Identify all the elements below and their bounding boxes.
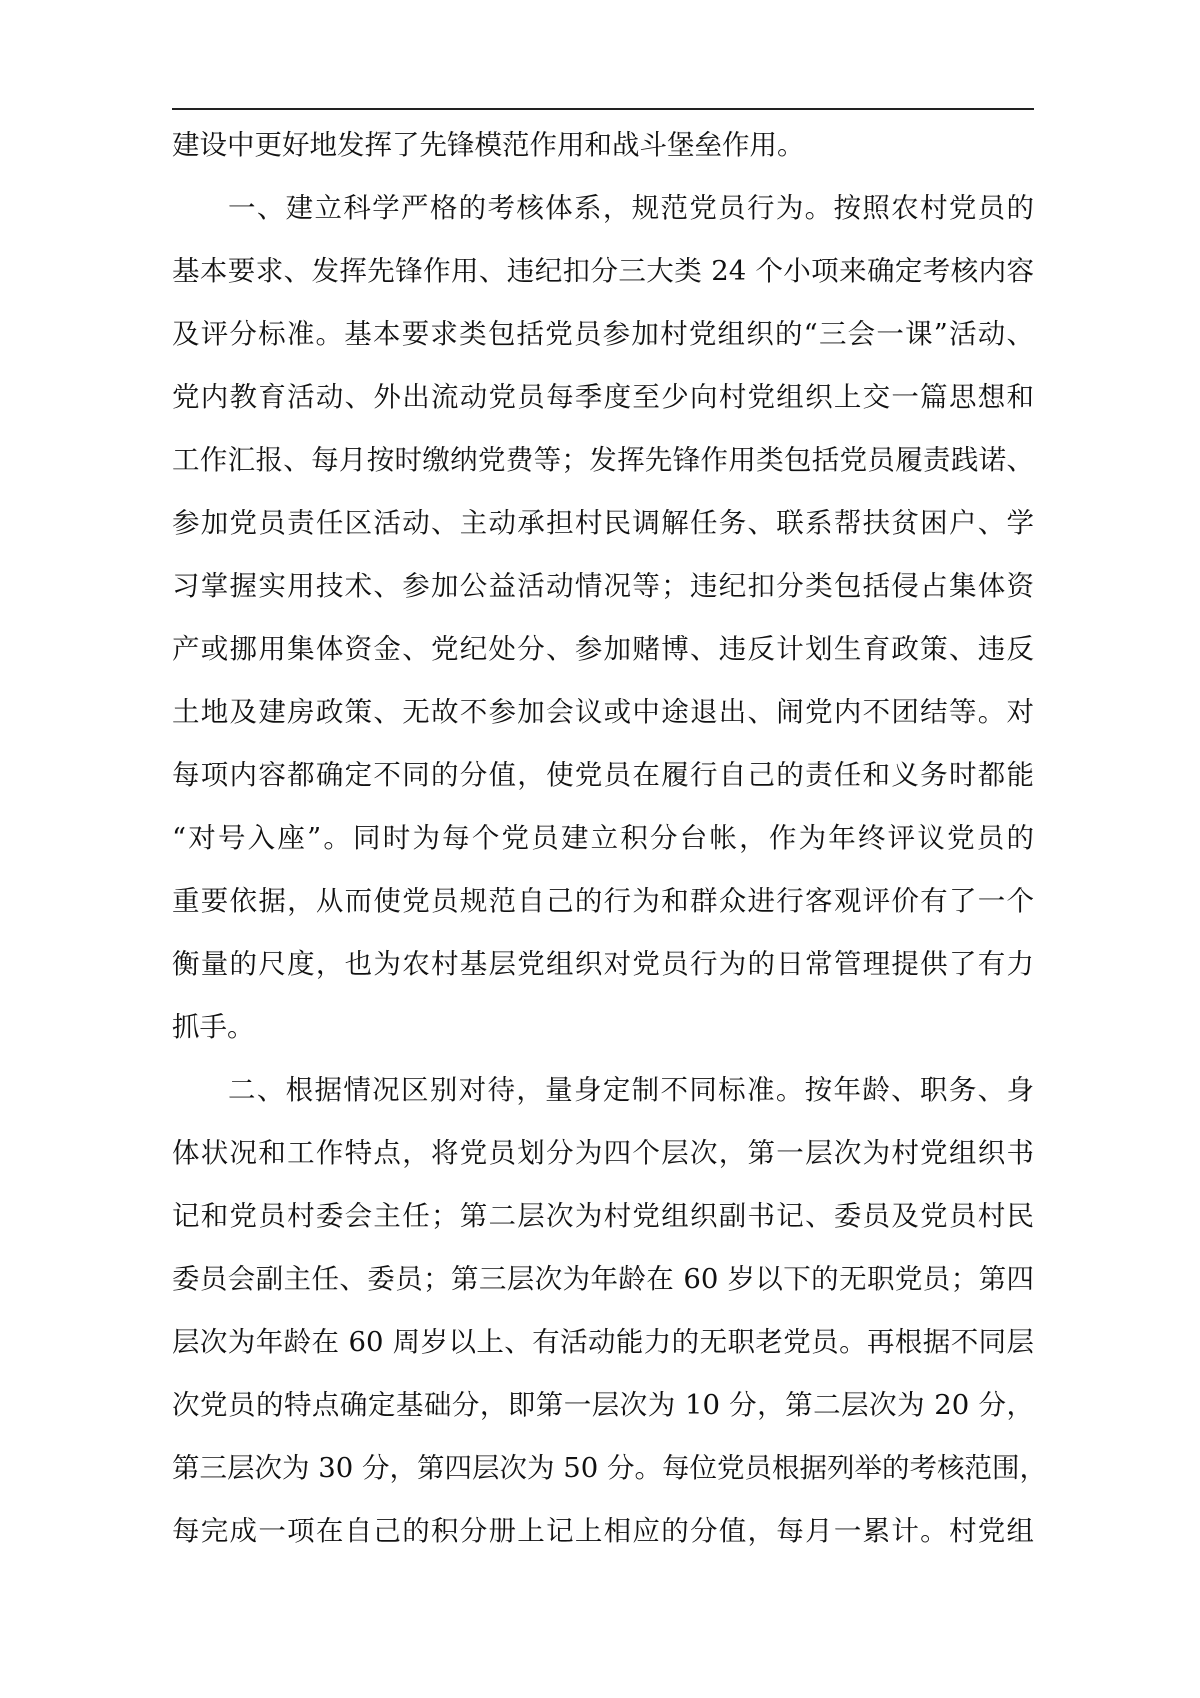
- text-line-5: 党内教育活动、外出流动党员每季度至少向村党组织上交一篇思想和: [172, 381, 1034, 413]
- text-line-16: 二、根据情况区别对待，量身定制不同标准。按年龄、职务、身: [228, 1074, 1034, 1106]
- text-line-14: 衡量的尺度，也为农村基层党组织对党员行为的日常管理提供了有力: [172, 948, 1034, 980]
- text-line-10: 土地及建房政策、无故不参加会议或中途退出、闹党内不团结等。对: [172, 696, 1034, 728]
- text-line-1: 建设中更好地发挥了先锋模范作用和战斗堡垒作用。: [172, 129, 805, 161]
- text-line-19: 委员会副主任、委员；第三层次为年龄在 60 岁以下的无职党员；第四: [172, 1263, 1034, 1295]
- header-rule: [172, 108, 1034, 110]
- text-line-12: “对号入座”。同时为每个党员建立积分台帐，作为年终评议党员的: [172, 822, 1034, 854]
- text-line-20: 层次为年龄在 60 周岁以上、有活动能力的无职老党员。再根据不同层: [172, 1326, 1034, 1358]
- text-line-23: 每完成一项在自己的积分册上记上相应的分值，每月一累计。村党组: [172, 1515, 1034, 1547]
- text-line-7: 参加党员责任区活动、主动承担村民调解任务、联系帮扶贫困户、学: [172, 507, 1034, 539]
- text-line-9: 产或挪用集体资金、党纪处分、参加赌博、违反计划生育政策、违反: [172, 633, 1034, 665]
- text-line-15: 抓手。: [172, 1011, 255, 1043]
- text-line-6: 工作汇报、每月按时缴纳党费等；发挥先锋作用类包括党员履责践诺、: [172, 444, 1034, 476]
- text-line-17: 体状况和工作特点，将党员划分为四个层次，第一层次为村党组织书: [172, 1137, 1034, 1169]
- text-line-18: 记和党员村委会主任；第二层次为村党组织副书记、委员及党员村民: [172, 1200, 1034, 1232]
- text-line-13: 重要依据，从而使党员规范自己的行为和群众进行客观评价有了一个: [172, 885, 1034, 917]
- text-line-22: 第三层次为 30 分，第四层次为 50 分。每位党员根据列举的考核范围，: [172, 1452, 1047, 1484]
- text-line-8: 习掌握实用技术、参加公益活动情况等；违纪扣分类包括侵占集体资: [172, 570, 1034, 602]
- text-line-2: 一、建立科学严格的考核体系，规范党员行为。按照农村党员的: [228, 192, 1034, 224]
- text-line-21: 次党员的特点确定基础分，即第一层次为 10 分，第二层次为 20 分，: [172, 1389, 1034, 1421]
- text-line-11: 每项内容都确定不同的分值，使党员在履行自己的责任和义务时都能: [172, 759, 1034, 791]
- text-line-3: 基本要求、发挥先锋作用、违纪扣分三大类 24 个小项来确定考核内容: [172, 255, 1034, 287]
- text-line-4: 及评分标准。基本要求类包括党员参加村党组织的“三会一课”活动、: [172, 318, 1034, 350]
